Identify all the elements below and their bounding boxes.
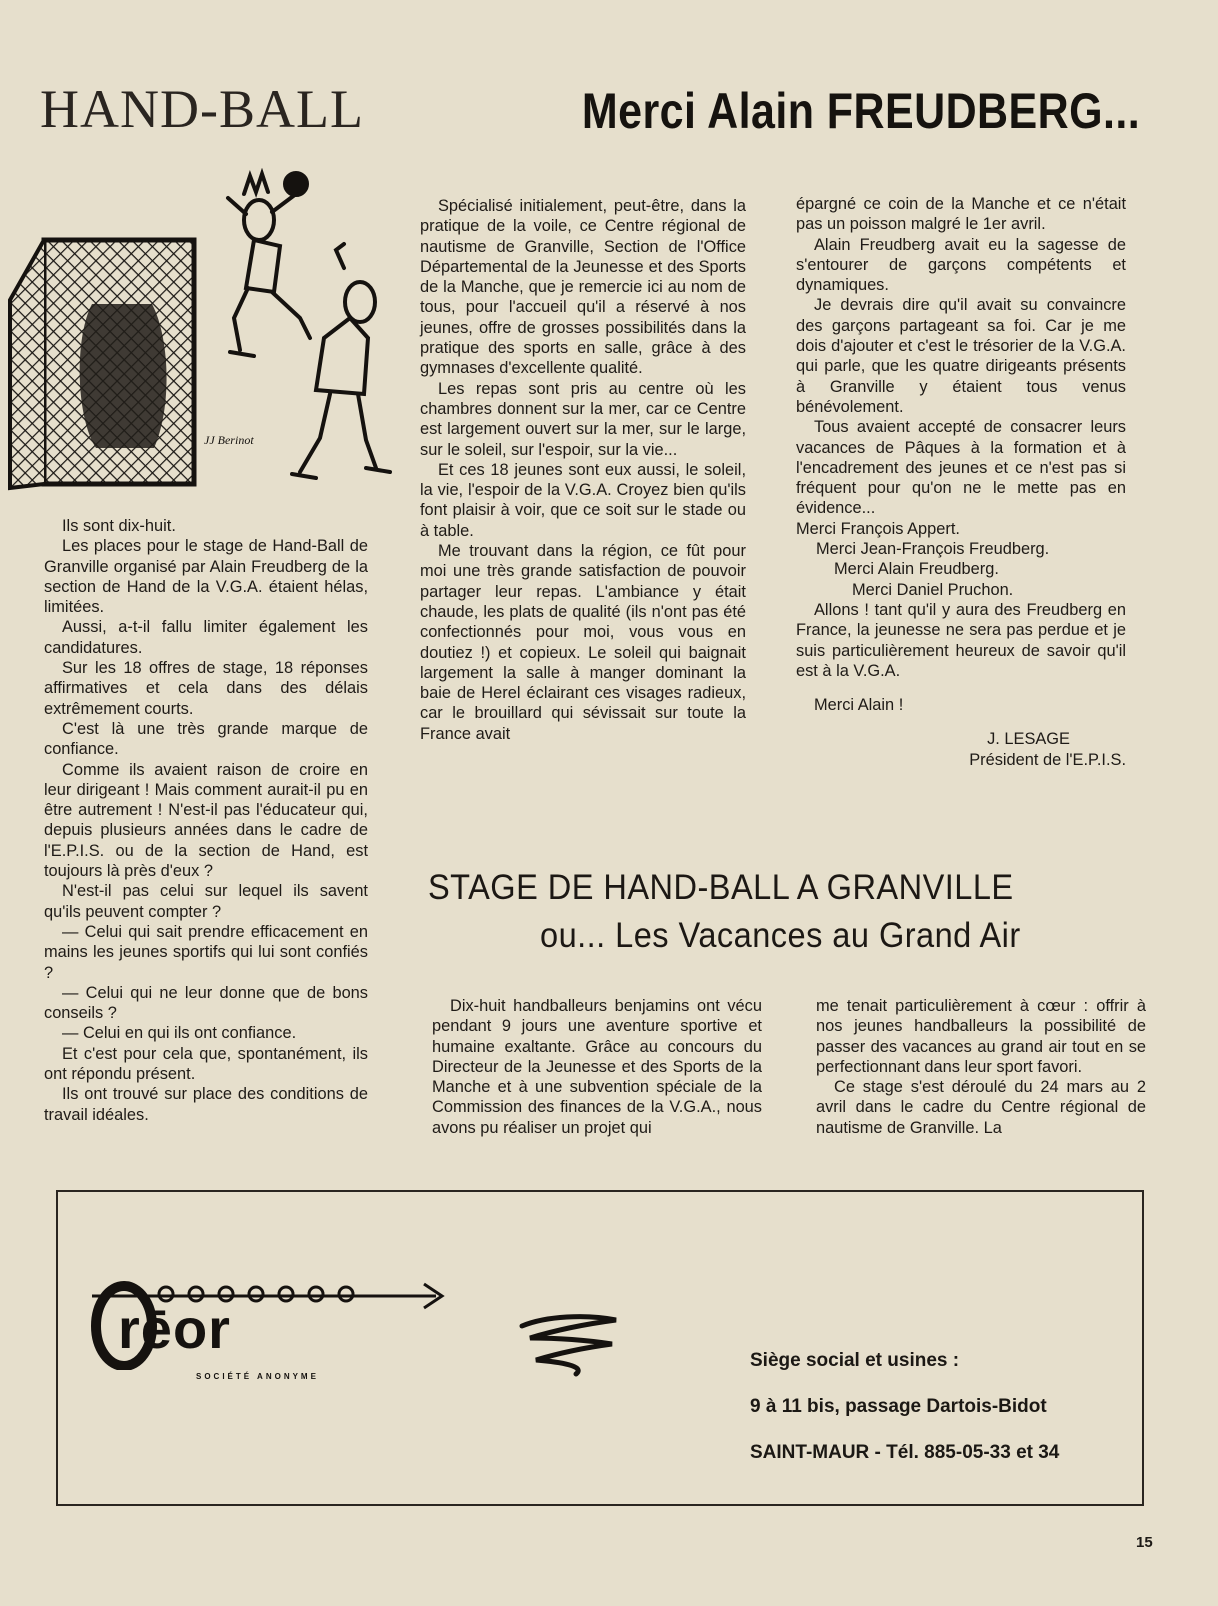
article-column-2 — [420, 196, 746, 744]
thanks-line: Merci François Appert. — [796, 519, 960, 538]
signature-name: J. LESAGE — [987, 730, 1070, 749]
handball-illustration — [4, 168, 396, 504]
zigzag-logo-icon — [516, 1308, 626, 1378]
paragraph: Et c'est pour cela que, spontanément, ils ont répondu présent. — [44, 1044, 368, 1084]
paragraph: Aussi, a-t-il fallu limiter également les candidatures. — [44, 618, 368, 657]
paragraph: Ce stage s'est déroulé du 24 mars au 2 avril dans le cadre du Centre régional de nautisme de Granville. La — [816, 1078, 1146, 1137]
city-phone: SAINT-MAUR - Tél. 885-05-33 et 34 — [750, 1442, 1060, 1463]
stage-article-column-left — [432, 996, 762, 1138]
paragraph: Tous avaient accepté de consacrer leurs vacances de Pâques à la formation et à l'encadrement des jeunes et ce n'est pas si fréquent pour qu'on ne le mette pas en évidence... — [796, 418, 1126, 518]
page-number: 15 — [1136, 1534, 1153, 1551]
paragraph: — Celui en qui ils ont confiance. — [62, 1024, 297, 1043]
final-thanks: Merci Alain ! — [814, 696, 904, 715]
section-title: HAND-BALL — [40, 79, 364, 139]
paragraph: — Celui qui sait prendre efficacement en mains les jeunes sportifs qui lui sont confiés ? — [44, 922, 368, 982]
stage-article-subtitle: ou... Les Vacances au Grand Air — [540, 916, 1021, 955]
goal-net-drawing — [10, 240, 194, 488]
stage-article-column-right — [816, 996, 1146, 1138]
paragraph: Ils sont dix-huit. — [62, 517, 176, 535]
paragraph: me tenait particulièrement à cœur : offrir à nos jeunes handballeurs la possibilité de passer des vacances au grand air tout en se perfectionnant dans leur sport favori. — [816, 997, 1146, 1076]
thanks-line: Merci Alain Freudberg. — [834, 560, 999, 579]
stage-article-title: STAGE DE HAND-BALL A GRANVILLE — [428, 868, 1014, 907]
signature-title: Président de l'E.P.I.S. — [969, 750, 1126, 769]
paragraph: — Celui qui ne leur donne que de bons conseils ? — [44, 983, 368, 1023]
article-headline: Merci Alain FREUDBERG... — [581, 83, 1140, 139]
paragraph: Dix-huit handballeurs benjamins ont vécu pendant 9 jours une aventure sportive et humaine exaltante. Grâce au concours du Directeur de la Jeunesse et des Sports de la Manche et à une subvention spéciale de la Commission des finances de la V.G.A., nous avons pu réaliser un projet qui — [432, 997, 762, 1137]
article-column-1 — [44, 516, 368, 1125]
thanks-line: Merci Daniel Pruchon. — [852, 580, 1014, 599]
paragraph: Spécialisé initialement, peut-être, dans la pratique de la voile, ce Centre régional de nautisme de Granville, Section de l'Office Départemental de la Jeunesse et des Sports de la Manche, que je remercie ici au nom de tous, pour l'accueil qu'il a réservé à nos jeunes, offre de grosses possibilités dans la pratique des sports en salle, grâce à des gymnases d'excellente qualité. — [420, 197, 746, 378]
article-column-3 — [796, 194, 1126, 770]
paragraph: Les places pour le stage de Hand-Ball de Granville organisé par Alain Freudberg de la section de Hand de la V.G.A. étaient hélas, limitées. — [44, 537, 368, 617]
paragraph: Alain Freudberg avait eu la sagesse de s'entourer de garçons compétents et dynamiques. — [796, 235, 1126, 295]
paragraph: Me trouvant dans la région, ce fût pour moi une très grande satisfaction de pouvoir partager leur repas. L'ambiance y était chaude, les plats de qualité (ils n'ont pas été confectionnés pour moi, vous vous en doutiez !) et copieux. Le soleil qui baignait largement la salle à manger dominant la baie de Herel éclairant ces visages radieux, car le brouillard qui sévissait sur toute la France avait — [420, 542, 746, 743]
paragraph: Les repas sont pris au centre où les chambres donnent sur la mer, car ce Centre est largement ouvert sur la mer, sur le large, sur le soleil, sur l'espoir, sur la vie... — [420, 379, 746, 459]
jumping-player-drawing — [228, 173, 310, 356]
paragraph: N'est-il pas celui sur lequel ils savent qu'ils peuvent compter ? — [44, 882, 368, 921]
address-line: 9 à 11 bis, passage Dartois-Bidot — [750, 1396, 1047, 1417]
paragraph: Comme ils avaient raison de croire en leur dirigeant ! Mais comment aurait-il pu en être autrement ! N'est-il pas l'éducateur qui, depuis plusieurs années dans le cadre de l'E.P.I.S. ou de la section de Hand, est toujours là près d'eux ? — [44, 760, 368, 881]
paragraph: Et ces 18 jeunes sont eux aussi, le soleil, la vie, l'espoir de la V.G.A. Croyez bien qu'ils font plaisir à voir, que ce soit sur le stade ou à table. — [420, 460, 746, 540]
illustration-signature: JJ Berinot — [204, 433, 254, 447]
paragraph: Je devrais dire qu'il avait su convaincre des garçons partageant sa foi. Car je me dois d'ajouter et c'est le trésorier de la V.G.A. qui parle, que les quatre dirigeants présents à Granville y étaient tous venus bénévolement. — [796, 296, 1126, 416]
paragraph: Sur les 18 offres de stage, 18 réponses affirmatives et cela dans des délais extrêmement courts. — [44, 659, 368, 718]
paragraph: Allons ! tant qu'il y aura des Freudberg en France, la jeunesse ne sera pas perdue et je suis particulièrement heureux de savoir qu'il est à la V.G.A. — [796, 600, 1126, 680]
paragraph: C'est là une très grande marque de confiance. — [44, 719, 368, 759]
advertisement-brand: rēor — [118, 1297, 231, 1360]
thanks-line: Merci Jean-François Freudberg. — [816, 540, 1050, 559]
paragraph: Ils ont trouvé sur place des conditions de travail idéales. — [44, 1085, 368, 1124]
paragraph: épargné ce coin de la Manche et ce n'était pas un poisson malgré le 1er avril. — [796, 195, 1126, 234]
advertisement-subtitle: SOCIÉTÉ ANONYME — [196, 1372, 319, 1381]
address-heading: Siège social et usines : — [750, 1350, 960, 1371]
defending-player-drawing — [292, 244, 390, 478]
